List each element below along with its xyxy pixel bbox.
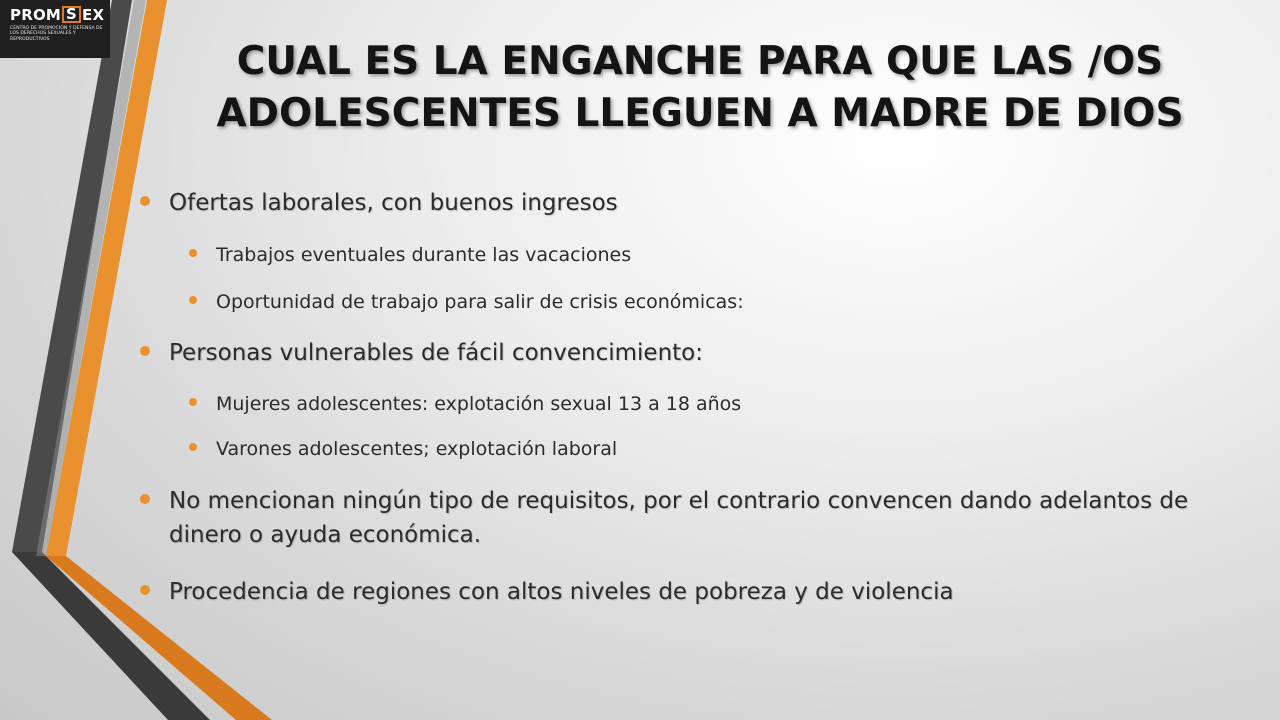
bullet-text: Ofertas laborales, con buenos ingresos [169, 190, 618, 216]
bullet-dot [140, 346, 150, 356]
logo-word-start: PROM [10, 5, 62, 24]
bullet-text: Varones adolescentes; explotación laboral [216, 438, 618, 460]
bullet-dot [189, 249, 197, 257]
logo-wordmark [10, 6, 110, 23]
logo-subtitle: CENTRO DE PROMOCIÓN Y DEFENSA DE LOS DERECHOS SEXUALES Y REPRODUCTIVOS [10, 26, 103, 42]
promsex-logo [0, 0, 110, 58]
bullet-text: No mencionan ningún tipo de requisitos, por el contrario convencen dando adelantos de dinero o ayuda económica. [169, 488, 1189, 548]
bullet-text: Trabajos eventuales durante las vacaciones [216, 244, 632, 266]
title-line-2: ADOLESCENTES LLEGUEN A MADRE DE DIOS [216, 91, 1184, 136]
slide-title [130, 36, 1270, 140]
bullet-dot [140, 585, 150, 595]
logo-word-end: EX [82, 5, 105, 24]
bullet-dot [140, 196, 150, 206]
bullet-text: Personas vulnerables de fácil convencimiento: [169, 340, 703, 366]
bullet-dot [189, 398, 197, 406]
bullet-text: Mujeres adolescentes: explotación sexual 13 a 18 años [216, 393, 742, 415]
bullet-text: Oportunidad de trabajo para salir de crisis económicas: [216, 291, 744, 313]
bullet-dot [140, 494, 150, 504]
bullet-dot [189, 296, 197, 304]
bullet-text: Procedencia de regiones con altos niveles de pobreza y de violencia [169, 579, 954, 605]
title-line-1: CUAL ES LA ENGANCHE PARA QUE LAS /OS [236, 39, 1164, 84]
bullet-dot [189, 443, 197, 451]
logo-word-s: S [62, 6, 81, 23]
